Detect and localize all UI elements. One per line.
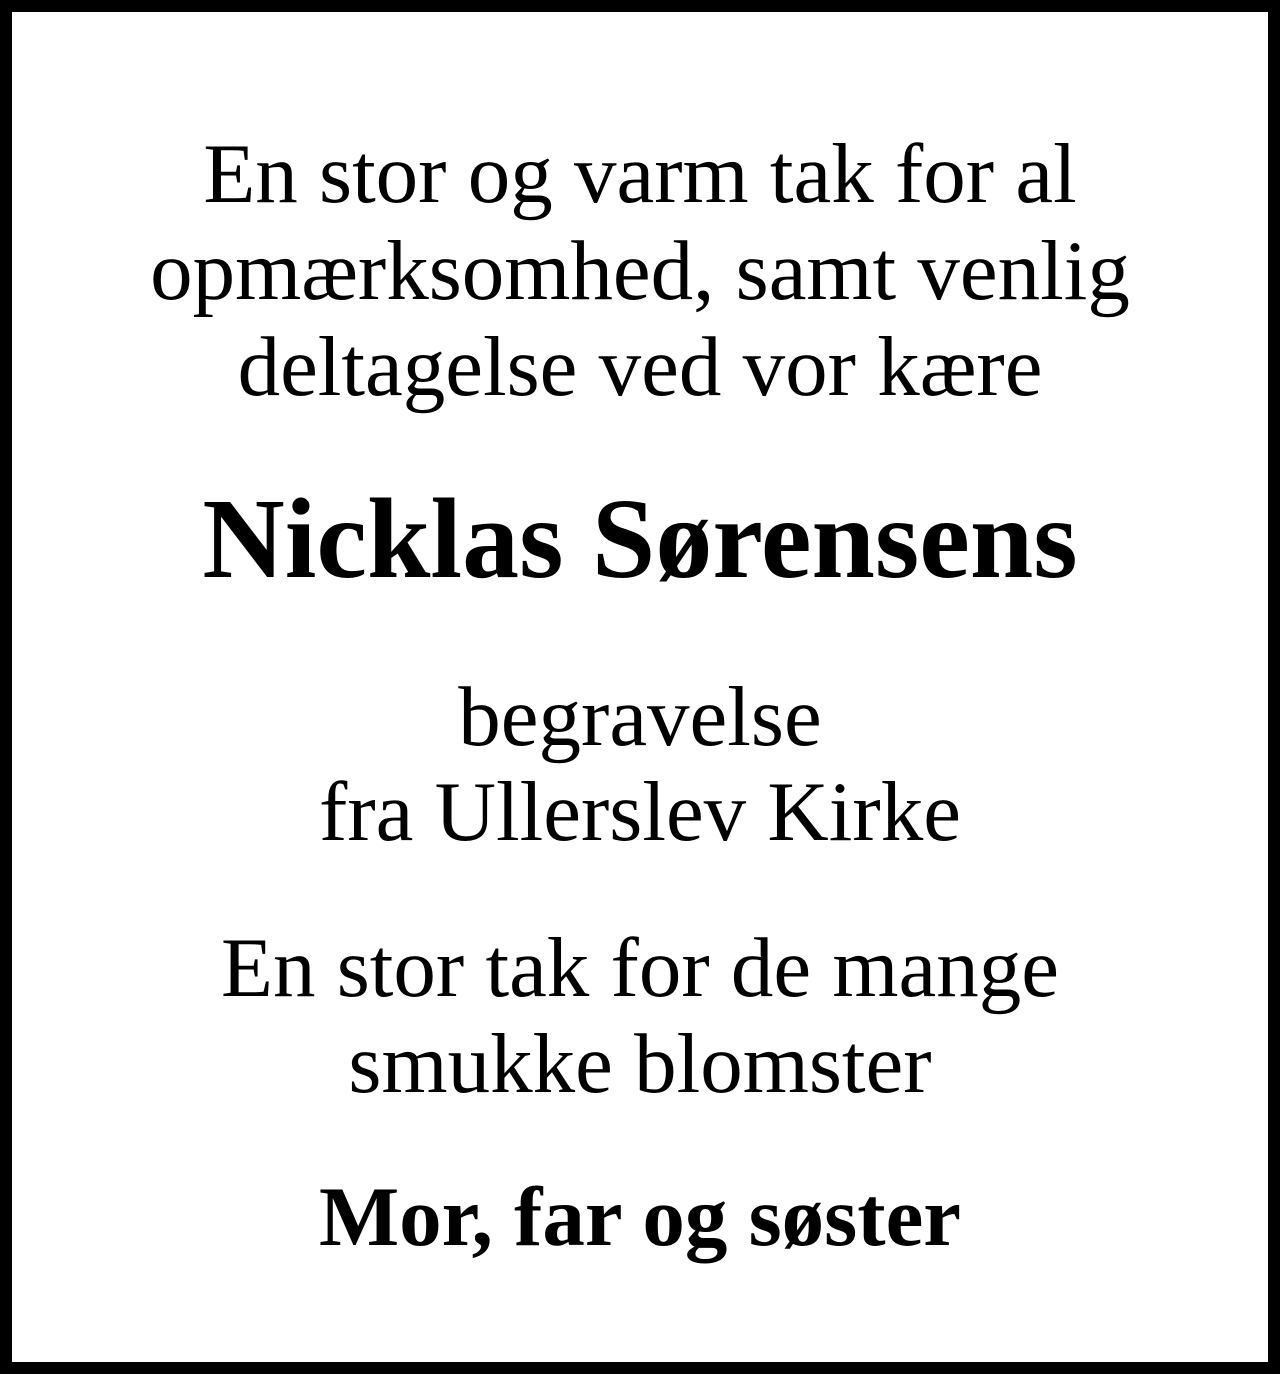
flowers-line-1: En stor tak for de mange bbox=[221, 921, 1059, 1015]
occasion-line-2: fra Ullerslev Kirke bbox=[319, 765, 961, 859]
thanks-line-1: En stor og varm tak for al bbox=[203, 127, 1077, 221]
signature: Mor, far og søster bbox=[318, 1170, 962, 1264]
flowers-line-2: smukke blomster bbox=[348, 1017, 932, 1111]
thanks-line-2: opmærksomhed, samt venlig bbox=[150, 224, 1130, 318]
thanks-line-3: deltagelse ved vor kære bbox=[237, 320, 1043, 414]
deceased-name: Nicklas Sørensens bbox=[202, 475, 1078, 602]
occasion-line-1: begravelse bbox=[458, 670, 822, 764]
